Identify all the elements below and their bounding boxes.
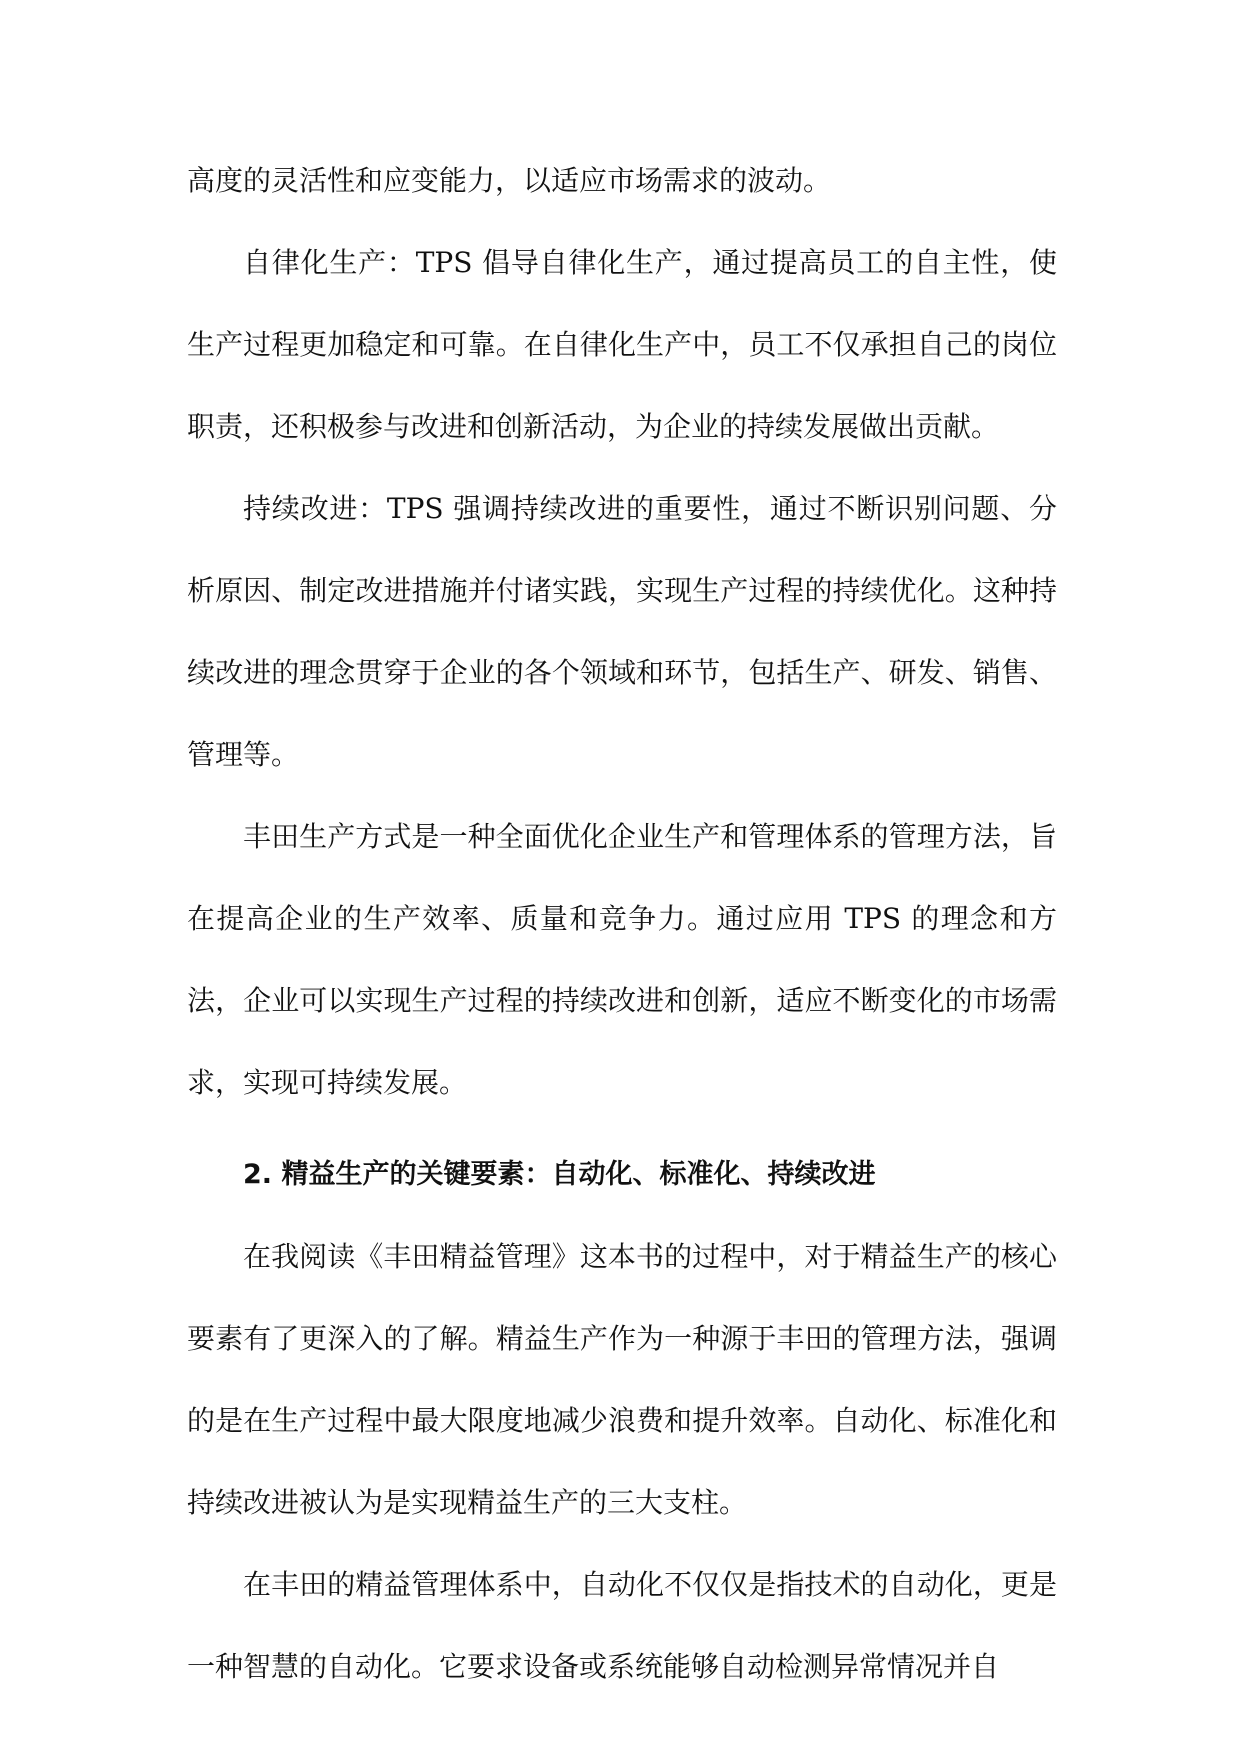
paragraph-lean-elements: 在我阅读《丰田精益管理》这本书的过程中，对于精益生产的核心要素有了更深入的了解。精益生产作为一种源于丰田的管理方法，强调的是在生产过程中最大限度地减少浪费和提升效率。自动化、标准化和持续改进被认为是实现精益生产的三大支柱。 [187,1240,1057,1519]
paragraph-continuous-improvement: 持续改进：TPS 强调持续改进的重要性，通过不断识别问题、分析原因、制定改进措施并付诸实践，实现生产过程的持续优化。这种持续改进的理念贯穿于企业的各个领域和环节，包括生产、研发、销售、管理等。 [187,492,1057,771]
section-heading: 2. 精益生产的关键要素：自动化、标准化、持续改进 [243,1159,876,1190]
paragraph-automation: 在丰田的精益管理体系中，自动化不仅仅是指技术的自动化，更是一种智慧的自动化。它要求设备或系统能够自动检测异常情况并自 [187,1568,1057,1683]
paragraph-tps-summary: 丰田生产方式是一种全面优化企业生产和管理体系的管理方法，旨在提高企业的生产效率、质量和竞争力。通过应用 TPS 的理念和方法，企业可以实现生产过程的持续改进和创新，适应不断变化的市场需求，实现可持续发展。 [187,820,1057,1099]
paragraph-continuation: 高度的灵活性和应变能力，以适应市场需求的波动。 [187,164,832,197]
document-body [187,140,1057,1708]
paragraph-self-discipline: 自律化生产：TPS 倡导自律化生产，通过提高员工的自主性，使生产过程更加稳定和可靠。在自律化生产中，员工不仅承担自己的岗位职责，还积极参与改进和创新活动，为企业的持续发展做出贡献。 [187,246,1057,443]
